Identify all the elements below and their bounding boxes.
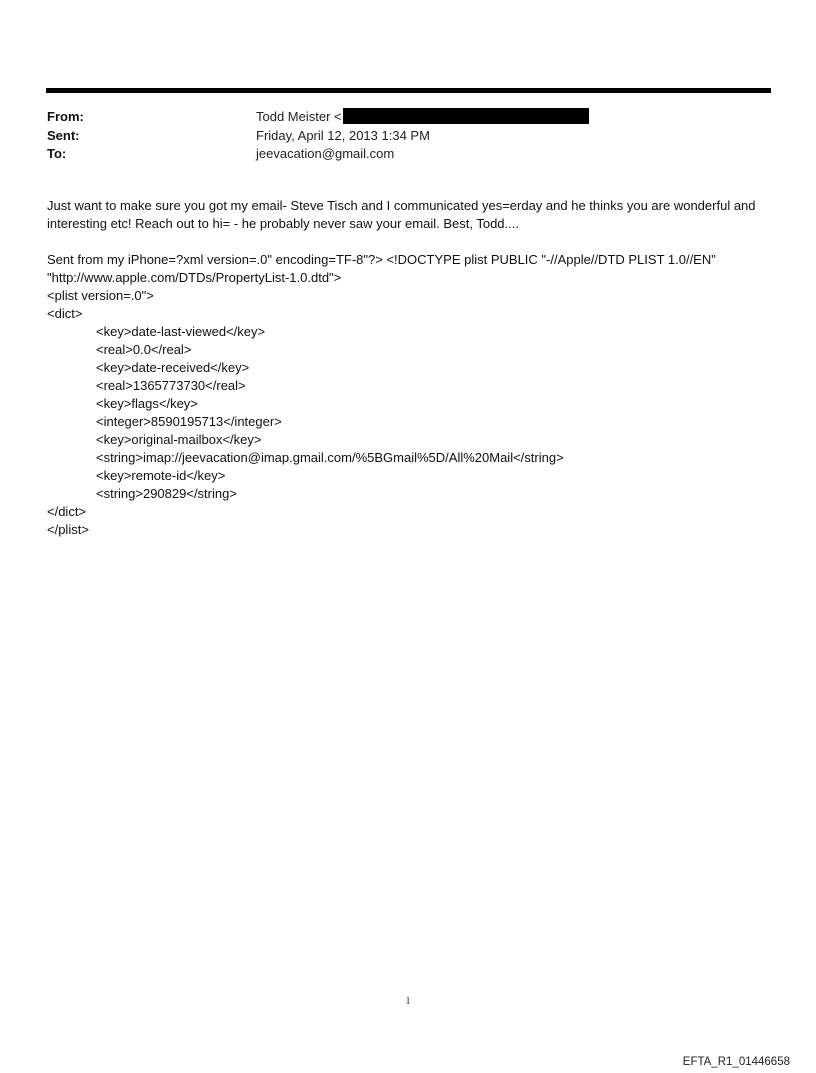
message-paragraph: Just want to make sure you got my email- Steve Tisch and I communicated yes=erday and he thinks you are wonderful and interesting etc! Reach out to hi= - he probably never saw your email. Best, Todd.... [47, 198, 756, 231]
plist-header-line-2: "http://www.apple.com/DTDs/PropertyList-1.0.dtd"> [47, 270, 342, 285]
page-number: 1 [405, 996, 411, 1007]
from-value [256, 108, 589, 127]
header-divider [46, 88, 771, 93]
dict-open-tag: <dict> [47, 306, 83, 321]
to-label: To: [47, 146, 67, 161]
sent-row [47, 127, 767, 146]
from-sender: Todd Meister < [256, 109, 342, 124]
sent-value: Friday, April 12, 2013 1:34 PM [256, 127, 430, 143]
dict-close-tag: </dict> [47, 504, 87, 519]
dict-entry: <key>flags</key> [96, 396, 198, 411]
to-value: jeevacation@gmail.com [256, 146, 395, 161]
dict-entry: <integer>8590195713</integer> [96, 414, 282, 429]
plist-close-tag: </plist> [47, 522, 89, 537]
dict-entry: <key>date-received</key> [96, 360, 250, 375]
email-body [47, 197, 762, 539]
plist-open-tag: <plist version=.0"> [47, 288, 154, 303]
dict-entry: <string>290829</string> [96, 486, 237, 501]
document-id: EFTA_R1_01446658 [682, 1056, 790, 1068]
to-row [47, 145, 767, 164]
sent-label: Sent: [47, 127, 80, 143]
dict-entry: <key>remote-id</key> [96, 468, 226, 483]
paragraph-gap [47, 233, 762, 251]
plist-header-line-1: Sent from my iPhone=?xml version=.0" encoding=TF-8"?> <!DOCTYPE plist PUBLIC "-//Apple//DTD PLIST 1.0//EN" [47, 252, 716, 267]
dict-entry: <key>original-mailbox</key> [96, 432, 262, 447]
dict-entry: <key>date-last-viewed</key> [96, 324, 266, 339]
from-label: From: [47, 109, 84, 124]
dict-entry: <real>1365773730</real> [96, 378, 246, 393]
redaction-block [343, 108, 589, 124]
email-header [47, 108, 767, 164]
from-row [47, 108, 767, 127]
dict-entry: <real>0.0</real> [96, 342, 192, 357]
dict-entry: <string>imap://jeevacation@imap.gmail.com/%5BGmail%5D/All%20Mail</string> [96, 450, 564, 465]
